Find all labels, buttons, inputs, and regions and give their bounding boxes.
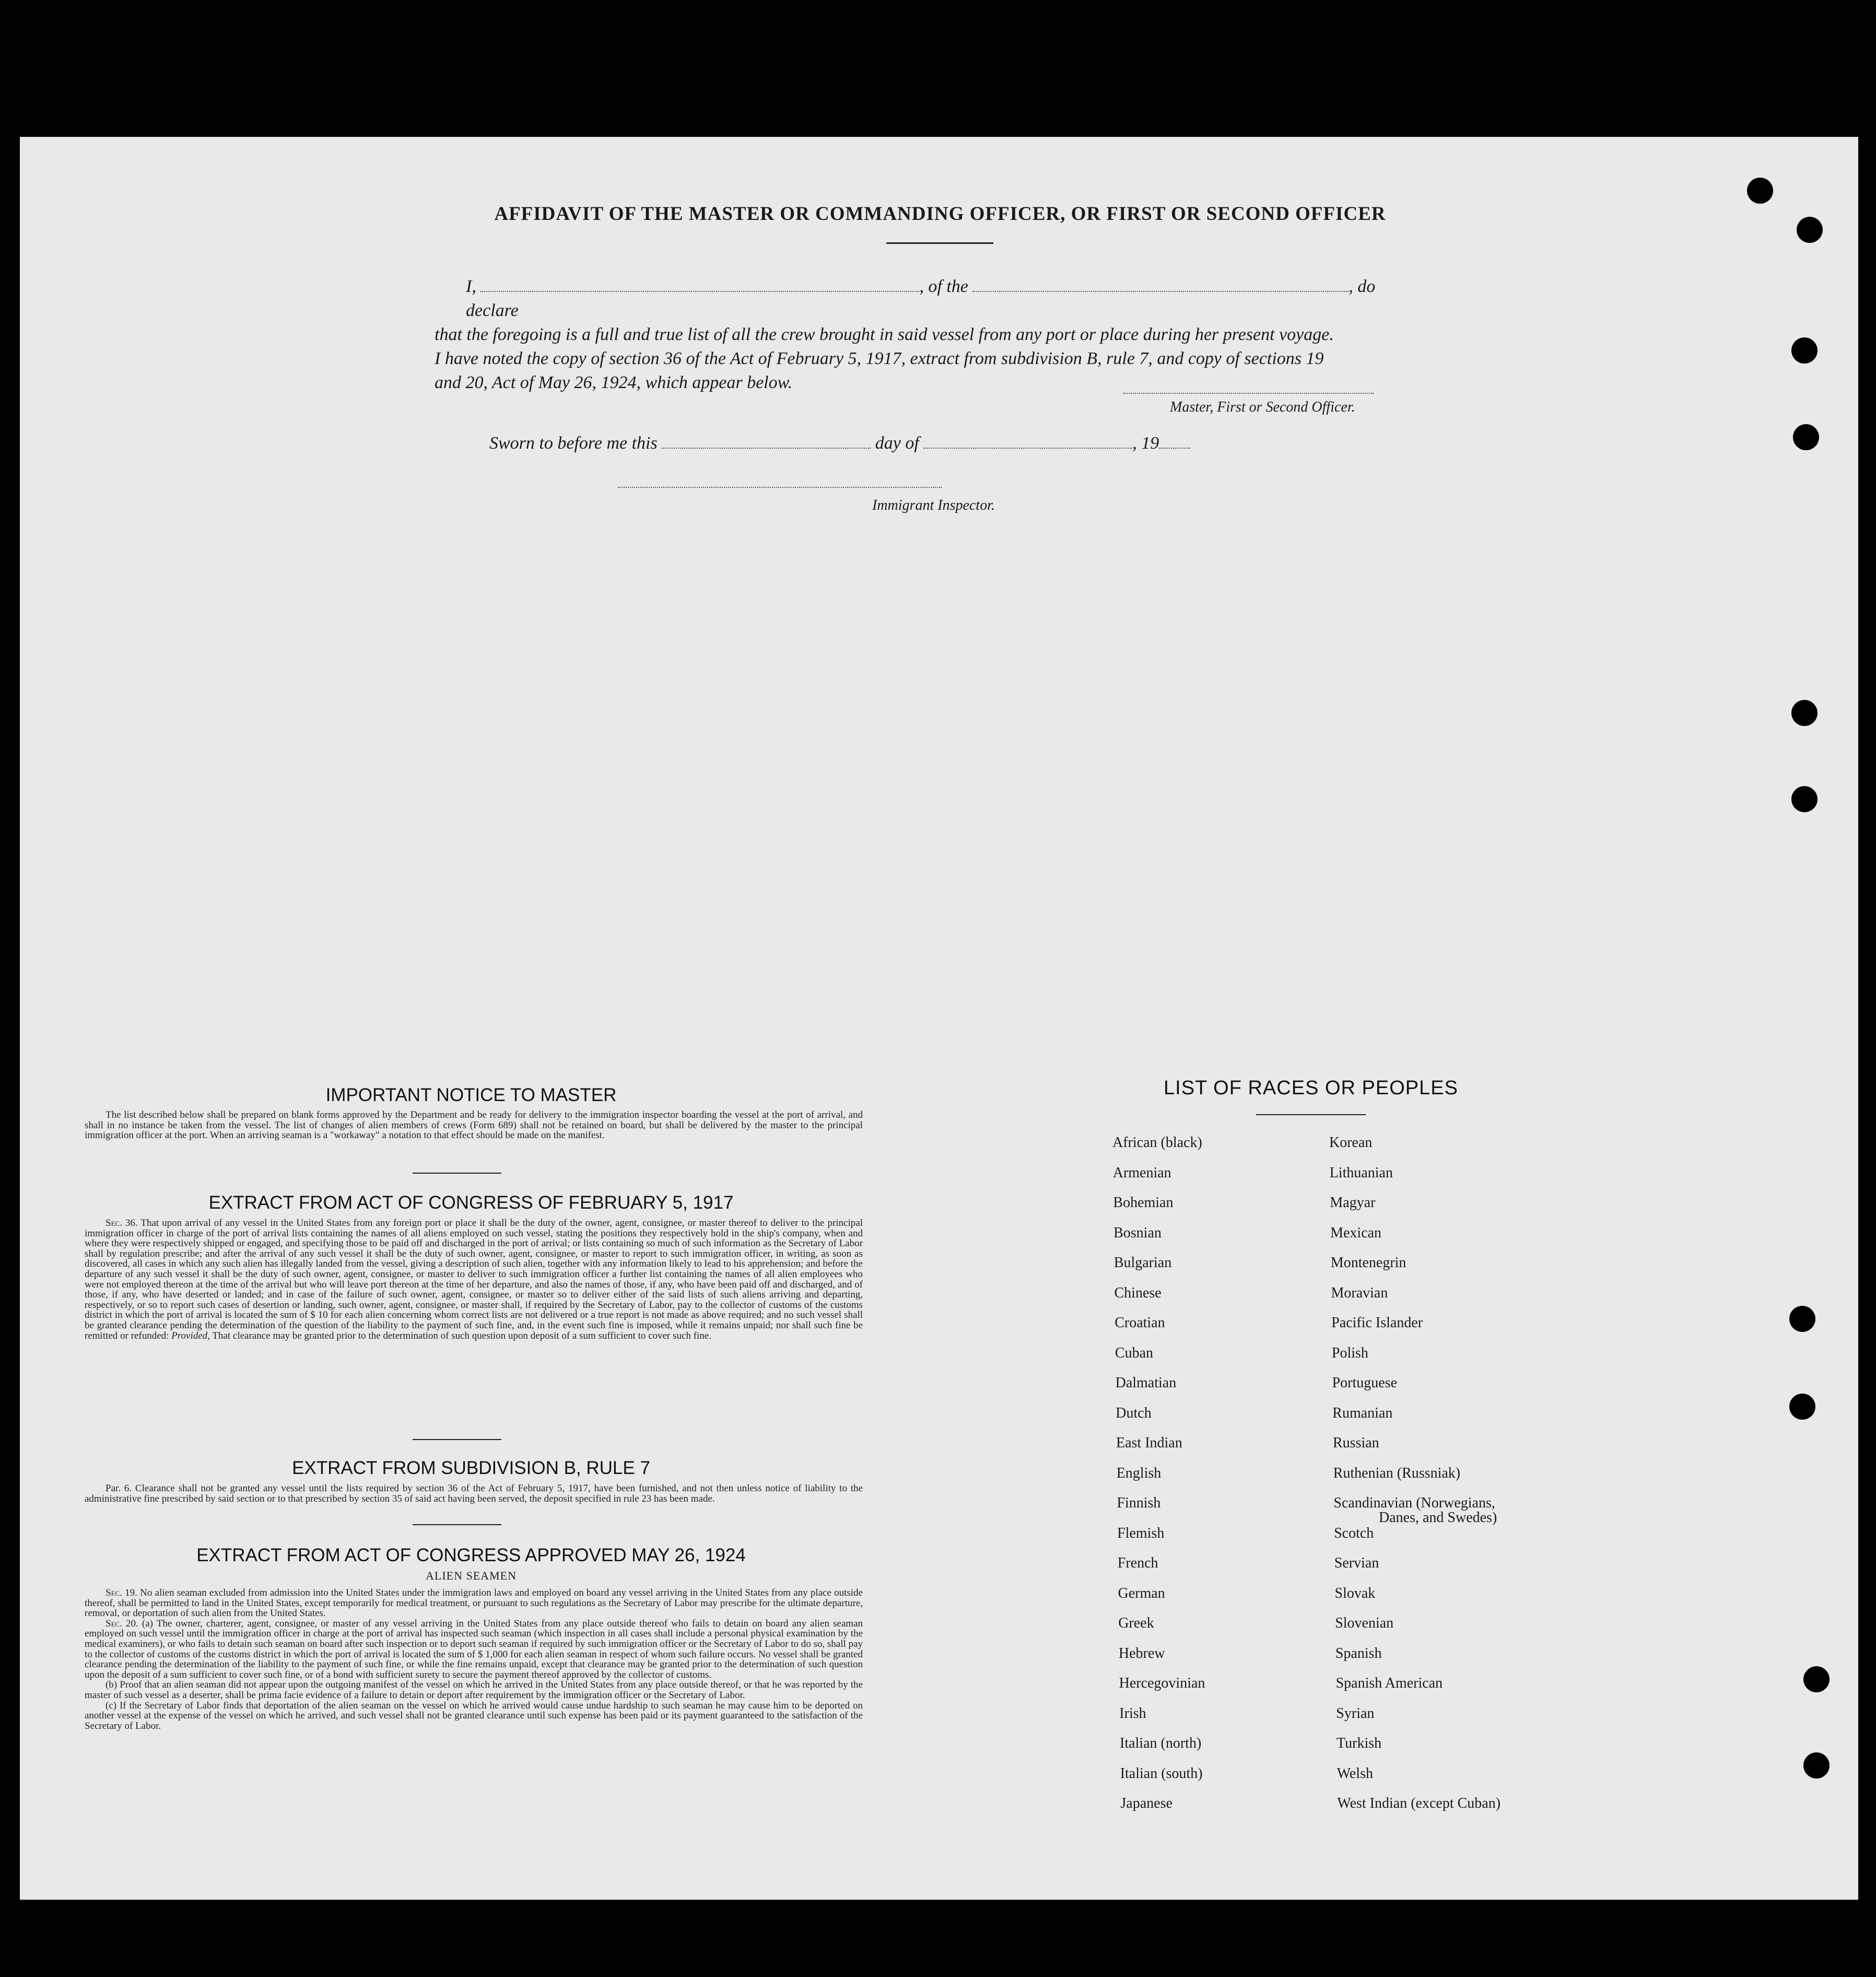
race-item: Greek: [1118, 1615, 1154, 1631]
race-item: Spanish American: [1335, 1675, 1443, 1691]
rule-7-body: [85, 1483, 863, 1504]
rule-7-text: Par. 6. Clearance shall not be granted any vessel until the lists required by section 36 of the Act of February 5, 1917, have been furnished, and not then unless notice of liability to the administrative fine prescribed by said section or to that prescribed by section 35 of said act having been served, the deposit specified in rule 23 has been made.: [85, 1483, 863, 1504]
affidavit-title: AFFIDAVIT OF THE MASTER OR COMMANDING OFFICER, OR FIRST OR SECOND OFFICER: [494, 203, 1386, 225]
binder-hole: [1789, 1306, 1815, 1332]
sec-20-label: Sec. 20.: [105, 1618, 138, 1629]
vessel-blank[interactable]: [972, 277, 1349, 292]
notice-title: IMPORTANT NOTICE TO MASTER: [325, 1085, 617, 1105]
affidavit-line-2: that the foregoing is a full and true list of all the crew brought in said vessel from any port or place during her present voyage.: [435, 325, 1334, 344]
race-item: Mexican: [1330, 1224, 1382, 1241]
inspector-signature-line[interactable]: [618, 487, 942, 488]
binder-hole: [1803, 1752, 1830, 1779]
sec-36-text: That upon arrival of any vessel in the United States from any foreign port or place it shall be the duty of the owner, agent, consignee, or master thereof to deliver to the principal immigration officer in charge of the port of arrival lists containing the names of all aliens employed on such vessel, stating the positions they respectively hold in the ship's company, when and where they were respectively shipped or engaged, and specifying those to be paid off and discharged in the port of arrival; or lists containing so much of such information as the Secretary of Labor shall by regulation prescribe; and after the arrival of any such vessel it shall be the duty of such owner, agent, consignee, or master to report to such immigration officer, in writing, as soon as discovered, all cases in which any such alien has illegally landed from the vessel, giving a description of such alien, together with any information likely to lead to his apprehension; and before the departure of any such vessel it shall be the duty of such owner, agent, consignee, or master to deliver to such immigration officer a further list containing the names of all alien employees who were not employed thereon at the time of the arrival but who will leave port thereon at the time of her departure, and also the names of those, if any, who have been paid off and discharged, and of those, if any, who have deserted or landed; and in case of the failure of such owner, agent, consignee, or master so to deliver either of the said lists of such aliens arriving and departing, respectively, or so to report such cases of desertion or landing, such owner, agent, consignee, or master shall, if required by the Secretary of Labor, pay to the collector of customs of the customs district in which the port of arrival is located the sum of $ 10 for each alien concerning whom correct lists are not delivered or a true report is not made as above required; and no such vessel shall be granted clearance pending the determination of the question of the liability to the payment of such fine, and, in the event such fine is imposed, while it remains unpaid; nor shall such fine be remitted or refunded:: [85, 1218, 863, 1341]
sworn-month-blank[interactable]: [923, 434, 1132, 449]
race-item: Bohemian: [1113, 1195, 1174, 1211]
race-item: Ruthenian (Russniak): [1333, 1465, 1461, 1481]
binder-hole: [1791, 337, 1818, 364]
race-item: Finnish: [1117, 1495, 1161, 1511]
race-item: Portuguese: [1332, 1375, 1398, 1391]
sec-20b-text: (b) Proof that an alien seaman did not appear upon the outgoing manifest of the vessel on which he arrived in the United States from any place outside thereof, or that he was reported by the master of such vessel as a deserter, shall be prima facie evidence of a failure to detain or deport after requirement by the immigration officer or the Secretary of Labor.: [85, 1679, 863, 1701]
affidavit-of-the: , of the: [919, 277, 968, 296]
title-divider: [886, 242, 993, 244]
race-item: Scandinavian (Norwegians,: [1333, 1495, 1495, 1511]
master-signature-label: Master, First or Second Officer.: [1170, 399, 1355, 415]
sec-19-label: Sec. 19.: [105, 1587, 137, 1598]
rule-7-title: EXTRACT FROM SUBDIVISION B, RULE 7: [292, 1458, 650, 1478]
race-item: Danes, and Swedes): [1379, 1510, 1497, 1526]
race-item: French: [1117, 1555, 1158, 1571]
name-blank[interactable]: [480, 277, 919, 292]
race-item: Slovenian: [1335, 1615, 1394, 1631]
sec-36-tail: That clearance may be granted prior to the determination of such question upon deposit of a sum sufficient to cover such fine.: [212, 1330, 711, 1341]
sworn-line: [489, 434, 1190, 453]
sworn-day-blank[interactable]: [662, 434, 871, 449]
race-item: Rumanian: [1332, 1405, 1393, 1421]
race-item: Syrian: [1336, 1705, 1375, 1722]
notice-divider: [413, 1173, 501, 1174]
race-item: Turkish: [1336, 1735, 1382, 1751]
affidavit-statement: [435, 275, 1427, 395]
notice-text: The list described below shall be prepared on blank forms approved by the Department and be ready for delivery to the immigration inspector boarding the vessel at the port of arrival, and shall in no instance be taken from the vessel. The list of changes of alien members of crews (Form 689) shall not be retained on board, but shall be delivered by the master to the principal immigration officer at the port. When an arriving seaman is a "workaway" a notation to that effect should be made on the manifest.: [85, 1109, 863, 1141]
inspector-signature-label: Immigrant Inspector.: [872, 497, 995, 513]
race-item: Moravian: [1331, 1284, 1388, 1301]
race-item: Lithuanian: [1329, 1164, 1393, 1181]
race-item: Bosnian: [1113, 1224, 1162, 1241]
race-item: Pacific Islander: [1331, 1315, 1423, 1331]
binder-hole: [1797, 217, 1823, 243]
extract-1917-title: EXTRACT FROM ACT OF CONGRESS OF FEBRUARY 5, 1917: [208, 1192, 734, 1213]
extract-1917-body: [85, 1218, 863, 1341]
races-title: LIST OF RACES OR PEOPLES: [1164, 1077, 1458, 1099]
race-item: Spanish: [1335, 1645, 1382, 1662]
binder-hole: [1793, 424, 1819, 450]
alien-seamen-subtitle: ALIEN SEAMEN: [426, 1569, 517, 1582]
race-item: Hercegovinian: [1119, 1675, 1205, 1691]
sec-20a-text: (a) The owner, charterer, agent, consignee, or master of any vessel arriving in the United States from any place outside thereof who fails to detain on board any alien seaman employed on such vessel until the immigration officer in charge at the port of arrival has inspected such seaman (which inspection in all cases shall include a personal physical examination by the medical examiners), or who fails to detain such seaman on board after such inspection or to deport such seaman if required by such immigration officer or the Secretary of Labor to do so, shall pay to the collector of customs of the customs district in which the port of arrival is located the sum of $ 1,000 for each alien seaman in respect of whom such failure occurs. No vessel shall be granted clearance pending the determination of the liability to the payment of such fine, or while the fine remains unpaid, except that clearance may be granted prior to the determination of such question upon the deposit of a sum sufficient to cover such fine, or of a bond with sufficient surety to secure the payment thereof approved by the collector of customs.: [85, 1618, 863, 1680]
race-item: Italian (north): [1120, 1735, 1202, 1751]
race-item: German: [1118, 1585, 1165, 1601]
race-item: Hebrew: [1118, 1645, 1165, 1662]
sec-19-text: No alien seaman excluded from admission into the United States under the immigration laws and employed on board any vessel arriving in the United States from any place outside thereof, shall be permitted to land in the United States, except temporarily for medical treatment, or pursuant to such regulations as the Secretary of Labor may prescribe for the ultimate departure, removal, or deportation of such alien from the United States.: [85, 1587, 863, 1619]
sworn-prefix: Sworn to before me this: [489, 434, 658, 453]
race-item: Polish: [1331, 1344, 1368, 1361]
binder-hole: [1803, 1666, 1830, 1692]
affidavit-line-3: I have noted the copy of section 36 of the Act of February 5, 1917, extract from subdivision B, rule 7, and copy of sections 19: [435, 349, 1324, 368]
race-item: Cuban: [1115, 1344, 1153, 1361]
race-item: Dutch: [1116, 1405, 1152, 1421]
race-item: Slovak: [1334, 1585, 1376, 1601]
race-item: Montenegrin: [1330, 1255, 1406, 1271]
binder-hole: [1747, 178, 1773, 204]
race-item: Armenian: [1112, 1164, 1171, 1181]
extract-1917-divider: [413, 1439, 501, 1440]
provided-word: Provided,: [171, 1330, 210, 1341]
race-item: West Indian (except Cuban): [1337, 1795, 1501, 1811]
race-item: Magyar: [1330, 1195, 1376, 1211]
binder-hole: [1791, 786, 1818, 812]
race-item: Chinese: [1114, 1284, 1162, 1301]
race-item: East Indian: [1116, 1435, 1182, 1451]
race-item: Servian: [1334, 1555, 1379, 1571]
race-item: Welsh: [1336, 1765, 1373, 1782]
race-item: Croatian: [1115, 1315, 1165, 1331]
notice-body: [85, 1110, 863, 1141]
race-item: Irish: [1119, 1705, 1146, 1722]
affidavit-line-4: and 20, Act of May 26, 1924, which appear below.: [435, 373, 793, 392]
race-item: Bulgarian: [1113, 1255, 1172, 1271]
race-item: Italian (south): [1120, 1765, 1203, 1782]
master-signature-line[interactable]: [1123, 393, 1374, 394]
affidavit-declare: , do declare: [466, 277, 1376, 320]
race-item: Japanese: [1120, 1795, 1172, 1811]
race-item: Scotch: [1334, 1525, 1374, 1541]
race-item: Dalmatian: [1115, 1375, 1177, 1391]
race-item: English: [1116, 1465, 1162, 1481]
race-item: Flemish: [1117, 1525, 1165, 1541]
affidavit-i: I,: [466, 277, 476, 296]
rule-7-divider: [413, 1524, 501, 1525]
extract-1924-title: EXTRACT FROM ACT OF CONGRESS APPROVED MAY 26, 1924: [196, 1545, 746, 1565]
binder-hole: [1791, 700, 1818, 726]
sworn-day-of: day of: [875, 434, 919, 453]
races-divider: [1256, 1114, 1366, 1115]
sec-20c-text: (c) If the Secretary of Labor finds that deportation of the alien seaman on the vessel on which he arrived would cause undue hardship to such seaman he may cause him to be deported on another vessel at the expense of the vessel on which he arrived, and such vessel shall not be granted clearance until such expense has been paid or its payment guaranteed to the satisfaction of the Secretary of Labor.: [85, 1700, 863, 1732]
sworn-year-blank[interactable]: [1159, 434, 1190, 449]
race-item: Russian: [1333, 1435, 1379, 1451]
race-item: Korean: [1329, 1134, 1373, 1151]
binder-hole: [1789, 1394, 1815, 1420]
extract-1924-body: [85, 1588, 863, 1731]
sec-36-label: Sec. 36.: [105, 1218, 138, 1229]
sworn-year: , 19: [1132, 434, 1159, 453]
race-item: African (black): [1112, 1134, 1202, 1151]
